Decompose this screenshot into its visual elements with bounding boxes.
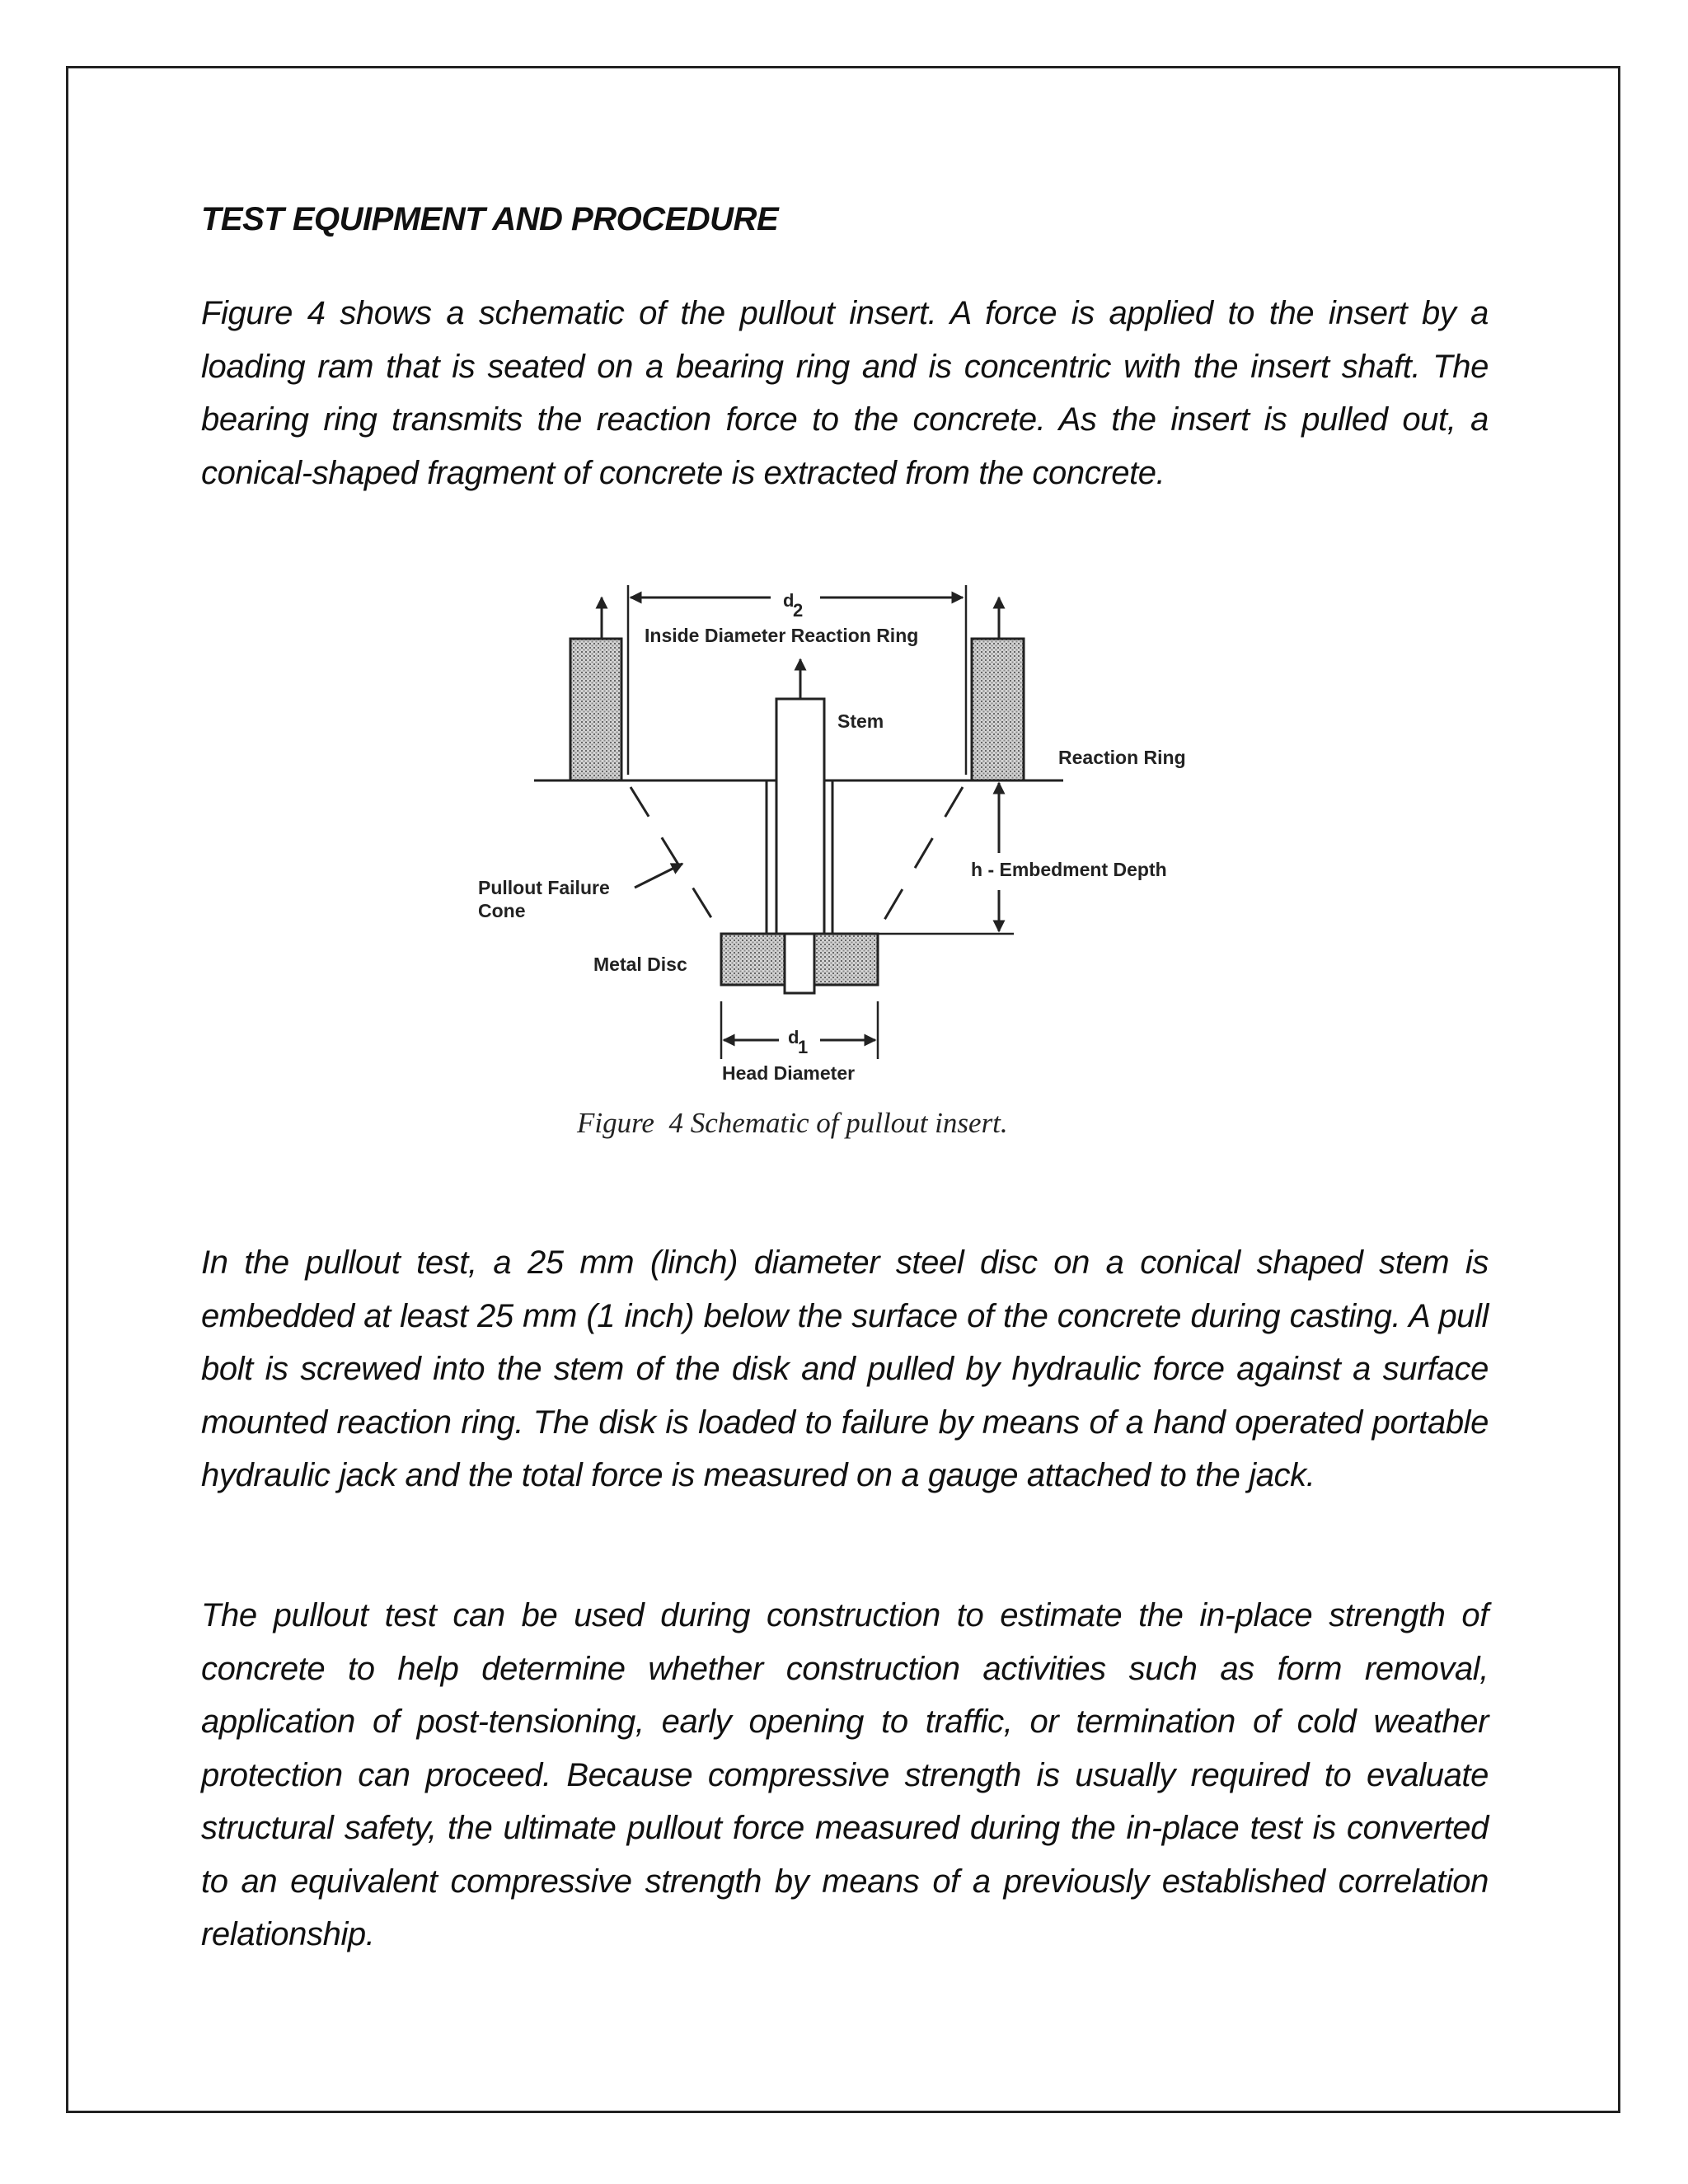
reaction-ring-left xyxy=(570,639,621,780)
d1-subscript: 1 xyxy=(798,1037,809,1057)
section-heading: TEST EQUIPMENT AND PROCEDURE xyxy=(201,201,779,237)
failure-cone-label-line1: Pullout Failure xyxy=(478,877,610,898)
failure-cone-arrow xyxy=(635,864,682,888)
inside-diameter-label: Inside Diameter Reaction Ring xyxy=(645,625,919,646)
reaction-ring-label: Reaction Ring xyxy=(1058,747,1186,768)
head-diameter-label: Head Diameter xyxy=(722,1062,856,1084)
stem xyxy=(776,699,824,934)
d2-subscript: 2 xyxy=(793,600,804,621)
failure-cone-label-line2: Cone xyxy=(478,900,526,921)
stem-label: Stem xyxy=(837,710,884,732)
metal-disc-label: Metal Disc xyxy=(593,954,687,975)
embedment-label: h - Embedment Depth xyxy=(971,859,1167,880)
paragraph-intro: Figure 4 shows a schematic of the pullout insert. A force is applied to the insert by a loading ram that is seated on a bearing ring and is concentric with the insert shaft. The bearing ring transmits the reaction force to the concrete. As the insert is pulled out, a conical-shaped fragment of concrete is extracted from the concrete. xyxy=(201,295,1489,491)
d1-symbol: d xyxy=(788,1027,799,1047)
figure-caption: Figure 4 Schematic of pullout insert. xyxy=(577,1107,1008,1139)
paragraph-pullout-test: In the pullout test, a 25 mm (linch) diameter steel disc on a conical shaped stem is embedded at least 25 mm (1 inch) below the surface of the concrete during casting. A pull bolt is screwed into the stem of the disk and pulled by hydraulic force against a surface mounted reaction ring. The disk is loaded to failure by means of a hand operated portable hydraulic jack and the total force is measured on a gauge attached to the jack. xyxy=(201,1244,1489,1493)
disc-center-bolt xyxy=(785,934,814,993)
d2-symbol: d xyxy=(783,590,795,611)
paragraph-construction-use: The pullout test can be used during construction to estimate the in-place strength of concrete to help determine whether construction activities such as form removal, application of post-tensioning, early opening to traffic, or termination of cold weather protection can proceed. Because compressive strength is usually required to evaluate structural safety, the ultimate pullout force measured during the in-place test is converted to an equivalent compressive strength by means of a previously established correlation relationship. xyxy=(201,1597,1489,1952)
reaction-ring-right xyxy=(972,639,1024,780)
failure-cone-right xyxy=(876,787,963,934)
failure-cone-left xyxy=(631,787,721,934)
